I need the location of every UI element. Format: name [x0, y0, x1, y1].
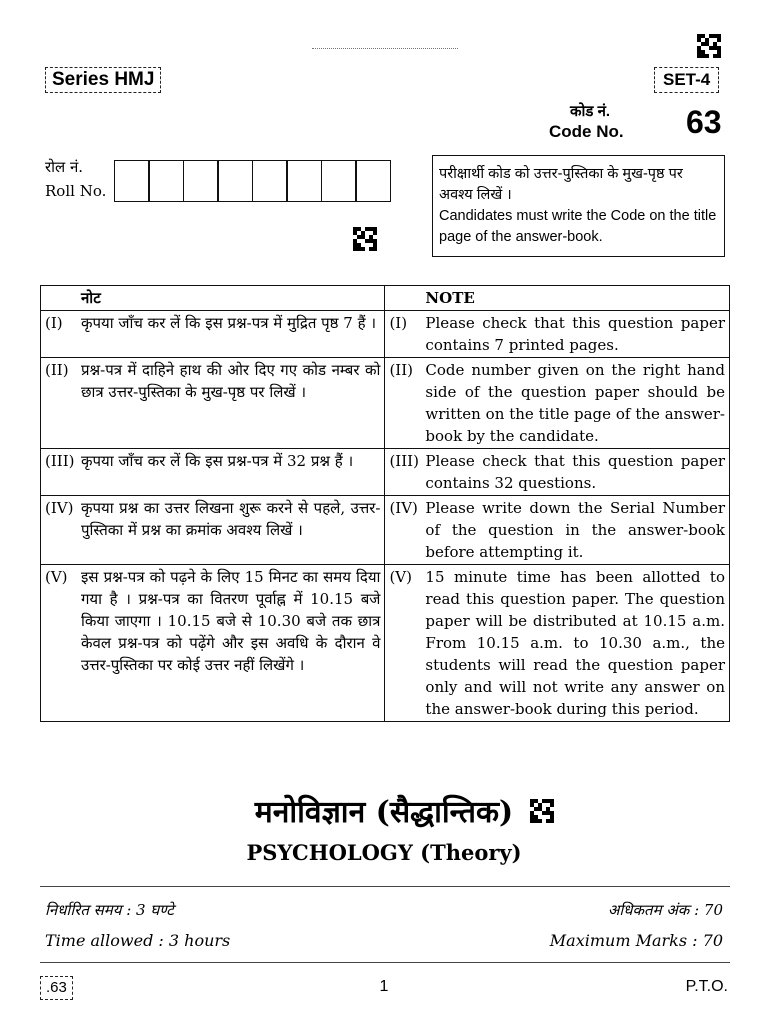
code-label-hindi: कोड नं. [570, 103, 611, 120]
note-text-english: 15 minute time has been allotted to read this question paper. The question paper will be distributed at 10.15 a.m. From 10.15 a.m. to 10.30 a.m., the students will read the question paper only and will not write any answer on the answer-book during this period. [419, 565, 729, 722]
note-text-hindi: कृपया प्रश्न का उत्तर लिखना शुरू करने से पहले, उत्तर-पुस्तिका में प्रश्न का क्रमांक अवश्य लिखें । [75, 496, 385, 565]
header-microtext-line [312, 48, 458, 51]
note-text-english: Please check that this question paper contains 32 questions. [419, 449, 729, 496]
roll-digit-box[interactable] [114, 160, 150, 202]
roll-digit-box[interactable] [148, 160, 184, 202]
roll-digit-box[interactable] [183, 160, 219, 202]
note-number: (IV) [41, 496, 75, 565]
candidate-instruction-box [432, 155, 725, 257]
note-number: (II) [385, 358, 419, 449]
note-number: (IV) [385, 496, 419, 565]
divider [40, 886, 730, 887]
note-number: (V) [385, 565, 419, 722]
note-text-english: Please check that this question paper contains 7 printed pages. [419, 311, 729, 358]
note-number: (I) [41, 311, 75, 358]
note-text-hindi: इस प्रश्न-पत्र को पढ़ने के लिए 15 मिनट का समय दिया गया है । प्रश्न-पत्र का वितरण पूर्वाह्न में 10.15 बजे किया जाएगा । 10.15 बजे से 10.30 बजे तक छात्र केवल प्रश्न-पत्र को पढ़ेंगे और इस अवधि के दौरान वे उत्तर-पुस्तिका पर कोई उत्तर नहीं लिखेंगे । [75, 565, 385, 722]
subject-title-hindi: मनोविज्ञान (सैद्धान्तिक) [254, 795, 514, 830]
code-label-english: Code No. [549, 122, 624, 141]
notes-header-row [41, 286, 730, 311]
maximum-marks-hindi: अधिकतम अंक : 70 [607, 901, 723, 919]
candidate-instruction-hindi: परीक्षार्थी कोड को उत्तर-पुस्तिका के मुख-पृष्ठ पर अवश्य लिखें । [439, 166, 683, 203]
note-text-english: Please write down the Serial Number of the question in the answer-book before attempting it. [419, 496, 729, 565]
code-number: 63 [686, 104, 722, 140]
note-row [41, 358, 730, 449]
roll-digit-box[interactable] [286, 160, 322, 202]
time-allowed-english: Time allowed : 3 hours [45, 931, 231, 950]
notes-header-english: NOTE [419, 286, 729, 311]
notes-header-hindi: नोट [75, 286, 385, 311]
note-text-hindi: प्रश्न-पत्र में दाहिने हाथ की ओर दिए गए कोड नम्बर को छात्र उत्तर-पुस्तिका के मुख-पृष्ठ पर लिखें । [75, 358, 385, 449]
time-allowed-hindi: निर्धारित समय : 3 घण्टे [45, 901, 174, 919]
note-number: (III) [385, 449, 419, 496]
note-row [41, 449, 730, 496]
roll-digit-box[interactable] [321, 160, 357, 202]
subject-title-english: PSYCHOLOGY (Theory) [246, 840, 522, 865]
qr-code-icon [353, 227, 377, 251]
please-turn-over: P.T.O. [685, 978, 728, 995]
footer-code: .63 [40, 976, 73, 1000]
note-row [41, 311, 730, 358]
roll-digit-box[interactable] [252, 160, 288, 202]
series-label: Series HMJ [45, 67, 161, 93]
roll-label-english: Roll No. [45, 182, 107, 200]
note-row [41, 496, 730, 565]
note-number: (III) [41, 449, 75, 496]
note-text-english: Code number given on the right hand side of the question paper should be written on the title page of the answer-book by the candidate. [419, 358, 729, 449]
candidate-instruction-english: Candidates must write the Code on the title page of the answer-book. [439, 208, 717, 245]
qr-code-icon [697, 34, 721, 58]
note-row [41, 565, 730, 722]
note-number: (II) [41, 358, 75, 449]
roll-label-hindi: रोल नं. [45, 158, 84, 176]
set-label: SET-4 [654, 67, 719, 93]
note-number: (V) [41, 565, 75, 722]
roll-digit-box[interactable] [217, 160, 253, 202]
notes-table [40, 285, 730, 722]
divider [40, 962, 730, 963]
note-text-hindi: कृपया जाँच कर लें कि इस प्रश्न-पत्र में 32 प्रश्न हैं । [75, 449, 385, 496]
maximum-marks-english: Maximum Marks : 70 [549, 931, 723, 950]
note-text-hindi: कृपया जाँच कर लें कि इस प्रश्न-पत्र में मुद्रित पृष्ठ 7 हैं । [75, 311, 385, 358]
roll-number-boxes [115, 160, 391, 202]
roll-digit-box[interactable] [355, 160, 391, 202]
page-number: 1 [379, 978, 389, 995]
note-number: (I) [385, 311, 419, 358]
